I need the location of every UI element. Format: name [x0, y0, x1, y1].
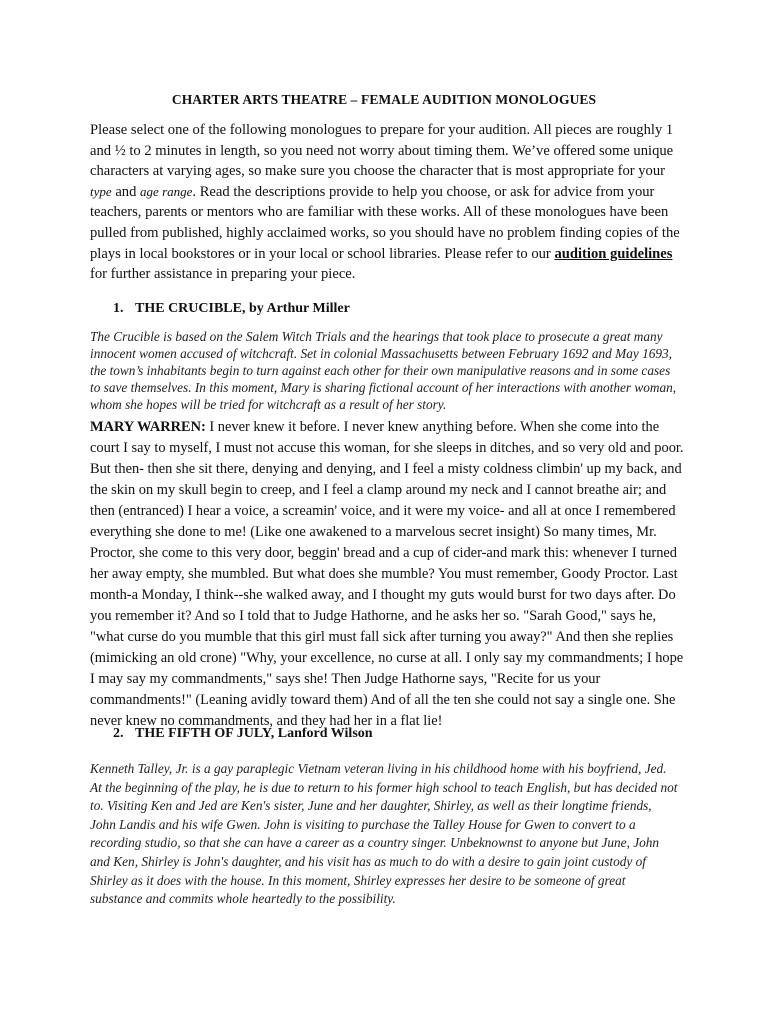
fifth-of-july-description: Kenneth Talley, Jr. is a gay paraplegic Vietnam veteran living in his childhood home with his boyfriend, Jed. At the beginning of the play, he is due to return to his former high school to teach English, but has decided not to. Visiting Ken and Jed are Ken's sister, June and her daughter, Shirley, as well as their longtime friends, John Landis and his wife Gwen. John is visiting to purchase the Talley House for Gwen to convert to a recording studio, so that she can have a career as a country singer. Unbeknownst to anyone but June, John and Ken, Shirley is John's daughter, and his visit has as much to do with a desire to gain joint custody of Shirley as it does with the house. In this moment, Shirley expresses her desire to be someone of great substance and commits whole heartedly to the possibility.	[90, 761, 678, 907]
age-range-term: age range	[140, 183, 193, 199]
section-number: 1.	[113, 301, 124, 316]
type-term: type	[90, 183, 112, 199]
section-heading-fifth-of-july	[113, 726, 373, 742]
audition-guidelines-link[interactable]: audition guidelines	[554, 245, 673, 262]
section-title: THE FIFTH OF JULY, Lanford Wilson	[135, 726, 373, 741]
intro-paragraph	[90, 120, 682, 285]
page-title: CHARTER ARTS THEATRE – FEMALE AUDITION MONOLOGUES	[171, 92, 597, 107]
intro-text-3: for further assistance in preparing your piece.	[90, 266, 356, 283]
intro-and: and	[115, 183, 137, 200]
intro-text-1: Please select one of the following monologues to prepare for your audition. All pieces are roughly 1 and ½ to 2 minutes in length, so you need not worry about timing them. We’ve offered some unique characters at varying ages, so make sure you choose the character that is most appropriate for your	[90, 122, 674, 180]
monologue-text: I never knew it before. I never knew anything before. When she come into the court I say to myself, I must not accuse this woman, for she sleeps in ditches, and so very old and poor. But then- then she sit there, denying and denying, and I feel a misty coldness climbin' up my back, and the skin on my skull begin to creep, and I feel a clamp around my neck and I cannot breathe air; and then (entranced) I hear a voice, a screamin' voice, and it were my voice- and all at once I remembered everything she done to me! (Like one awakened to a marvelous secret insight) So many times, Mr. Proctor, she come to this very door, beggin' bread and a cup of cider-and mark this: whenever I turned her away empty, she mumbled. But what does she mumble? You must remember, Goody Proctor. Last month-a Monday, I think--she walked away, and I thought my guts would burst for two days after. Do you remember it? And so I told that to Judge Hathorne, and he asks her so. "Sarah Good," says he, "what curse do you mumble that this girl must fall sick after turning you away?" And then she replies (mimicking an old crone) "Why, your excellence, no curse at all. I only say my commandments; I hope I may say my commandments," says she! Then Judge Hathorne says, "Recite for us your commandments!" (Leaning avidly toward them) And of all the ten she could not say a single one. She never knew no commandments, and they had her in a flat lie!	[90, 419, 684, 729]
section-heading-crucible	[113, 301, 350, 317]
speaker-name: MARY WARREN:	[90, 419, 206, 435]
crucible-monologue	[90, 417, 684, 732]
intro-text-2: . Read the descriptions provide to help you choose, or ask for advice from your teachers, parents or mentors who are familiar with these works. All of these monologues have been pulled from published, highly acclaimed works, so you should have no problem finding copies of the plays in local bookstores or in your local or school libraries. Please refer to our	[90, 183, 680, 262]
section-number: 2.	[113, 726, 124, 741]
section-title: THE CRUCIBLE, by Arthur Miller	[135, 301, 350, 316]
crucible-description: The Crucible is based on the Salem Witch Trials and the hearings that took place to prosecute a great many innocent women accused of witchcraft. Set in colonial Massachusetts between February 1692 and May 1693, the town’s inhabitants begin to turn against each other for their own manipulative reasons and in some cases to save themselves. In this moment, Mary is sharing fictional account of her interactions with another woman, whom she hopes will be tried for witchcraft as a result of her story.	[90, 329, 677, 412]
